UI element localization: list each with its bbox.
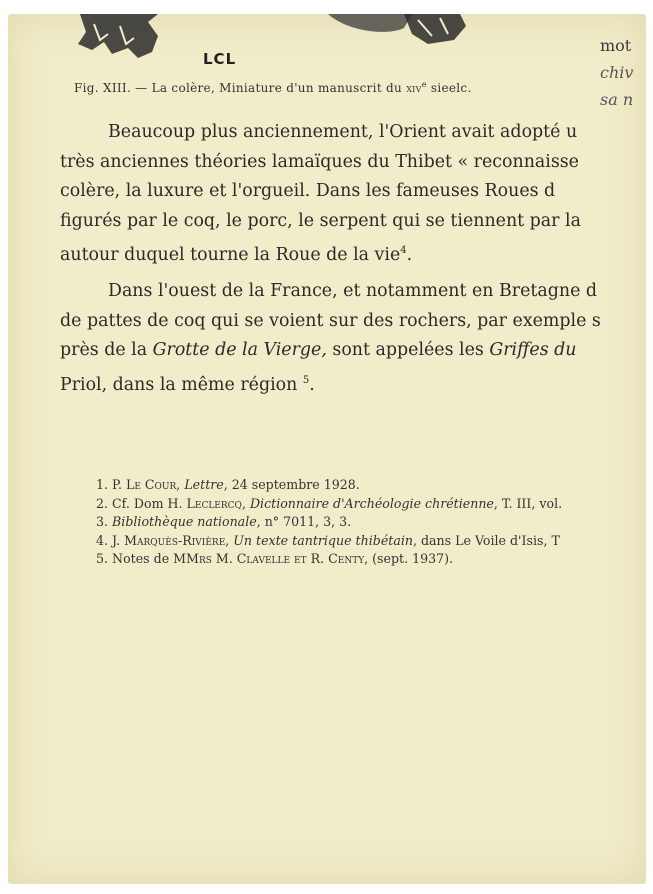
footnote-text: J. [112,532,125,548]
footnote-ref[interactable]: 5 [302,374,310,386]
footnote-number: 1. [96,477,109,492]
miniature-illustration-fragment [8,14,646,64]
footnote-text: P. [112,477,126,492]
footnote-author: Marquès-Rivière [124,532,226,548]
footnotes [96,476,562,569]
footnote [96,532,562,551]
footnote-text: Cf. Dom H. [112,495,187,511]
footnote-text: , T. III, vol. [493,495,563,511]
document-page [8,14,646,884]
footnote-text: (sept. 1937). [368,551,454,566]
text-span: . [406,244,413,265]
text-line: de pattes de coq qui se voient sur des rochers, par exemple s [60,310,601,331]
footnote-ref[interactable]: 4 [400,245,407,256]
footnote-author: Leclercq [186,495,242,511]
text-italic: Griffes du [489,340,577,361]
figure-caption [74,80,472,95]
footnote-text: Notes de MM [112,551,199,566]
margin-word: mot [600,36,632,55]
caption-century-sup: e [421,80,427,89]
footnote-text: , dans Le Voile d'Isis, T [412,532,560,548]
text-line: Beaucoup plus anciennement, l'Orient avait adopté u [108,122,578,142]
text-span: autour duquel tourne la Roue de la vie [60,244,401,265]
footnote-number: 4. [96,532,109,548]
text-line: Dans l'ouest de la France, et notamment en Bretagne d [108,281,598,302]
footnote-text: , 24 septembre 1928. [223,477,360,492]
footnote-title: Lettre [184,477,224,492]
caption-century: xiv [406,81,422,95]
footnote-number: 5. [96,551,109,566]
footnote [96,513,562,532]
text-line [60,366,646,400]
footnote-text: , [225,532,234,548]
footnote-text: , [176,477,185,492]
text-italic: Grotte de la Vierge, [152,340,327,361]
caption-suffix: sieelc. [426,81,472,95]
footnote-text: , [241,495,250,511]
footnote [96,476,562,495]
footnote-title: Bibliothèque nationale [112,514,257,529]
footnote-text: , n° 7011, 3, 3. [256,514,352,529]
footnote-text: rs M. Clavelle et R. Centy, [198,551,369,566]
footnote-author: Le Cour [125,477,177,492]
margin-word: sa n [600,90,634,109]
footnote [96,550,562,569]
text-span: . [309,374,315,395]
footnote-title: Dictionnaire d'Archéologie chrétienne [249,495,494,511]
footnote-title: Un texte tantrique thibétain [233,532,413,548]
text-line: très anciennes théories lamaïques du Thibet « reconnaisse [60,151,579,172]
body-text [60,118,646,400]
footnote-number: 2. [96,495,109,511]
margin-word: chiv [600,63,634,82]
text-line [60,336,646,366]
footnote-number: 3. [96,514,109,529]
text-line [60,236,646,270]
text-line: colère, la luxure et l'orgueil. Dans les fameuses Roues d [60,181,556,201]
library-stamp: LCL [203,50,237,68]
adjacent-page-fragment [600,32,633,113]
footnote [96,495,562,514]
text-line: figurés par le coq, le porc, le serpent qui se tiennent par la [60,210,581,231]
bleed-through-handwriting [359,410,422,469]
text-span: sont appelées les [326,340,490,361]
text-span: près de la [60,340,153,361]
caption-text: Fig. XIII. — La colère, Miniature d'un manuscrit du [74,81,407,95]
text-span: Priol, dans la même région [60,374,303,395]
